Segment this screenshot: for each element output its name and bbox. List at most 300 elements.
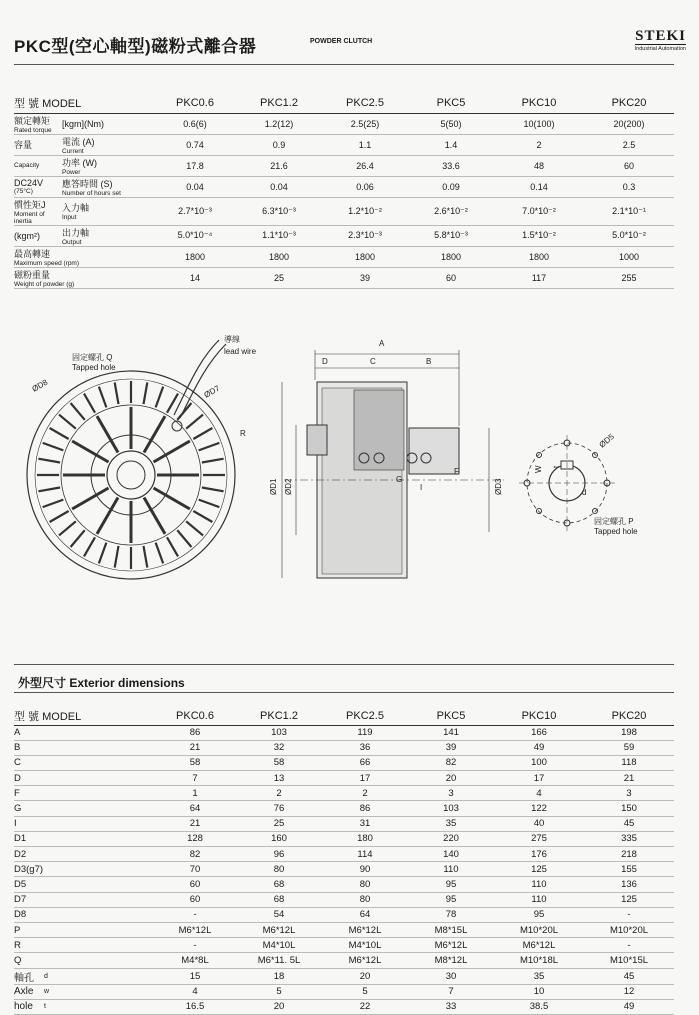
r-label: R <box>240 429 246 438</box>
exterior-model-header: PKC0.6 <box>154 707 236 725</box>
hub-spoke <box>144 416 165 452</box>
dim-i-label: I <box>420 483 423 492</box>
axle-row <box>14 968 674 984</box>
exterior-row-label: D8 <box>14 907 154 922</box>
axle-value: 49 <box>584 999 674 1014</box>
cooling-fin <box>59 415 76 429</box>
spec-sub-en: Input <box>62 214 77 221</box>
spec-value: 60 <box>584 155 674 176</box>
exterior-section-title: 外型尺寸 Exterior dimensions <box>18 676 185 690</box>
exterior-row <box>14 831 674 846</box>
exterior-row-label: Q <box>14 953 154 968</box>
bore-d-label: d <box>582 488 587 497</box>
exterior-value: 3 <box>584 786 674 801</box>
exterior-row <box>14 907 674 922</box>
exterior-value: M8*12L <box>408 953 494 968</box>
exterior-model-header: PKC5 <box>408 707 494 725</box>
dim-d1-label: ØD1 <box>269 478 278 495</box>
exterior-value: M4*10L <box>322 938 408 953</box>
dim-d3-label: ØD3 <box>494 478 503 495</box>
spec-value: 17.8 <box>154 155 236 176</box>
exterior-value: 31 <box>322 816 408 831</box>
exterior-row-label: I <box>14 816 154 831</box>
cooling-fin <box>59 521 76 535</box>
t-label: t <box>552 465 561 468</box>
spec-value: 7.0*10⁻² <box>494 197 584 225</box>
exterior-value: 160 <box>236 831 322 846</box>
spec-group-cell <box>14 225 62 246</box>
exterior-row-label: G <box>14 801 154 816</box>
tapped-hole-p-label: 固定螺孔 P <box>594 517 634 526</box>
spec-value: 2.7*10⁻³ <box>154 197 236 225</box>
exterior-value: 64 <box>154 801 236 816</box>
cooling-fin <box>43 443 64 451</box>
spec-sub-en: Number of hours set <box>62 189 121 197</box>
spec-model-label: 型 號 MODEL <box>14 93 154 113</box>
spec-value: 5.0*10⁻² <box>584 225 674 246</box>
spec-value: 1.4 <box>408 134 494 155</box>
axle-value: 20 <box>322 968 408 984</box>
exterior-value: M6*12L <box>322 953 408 968</box>
spec-value: 2.5 <box>584 134 674 155</box>
spec-value: 0.09 <box>408 176 494 197</box>
cooling-fin <box>71 530 85 547</box>
exterior-value: 13 <box>236 771 322 786</box>
exterior-value: M4*8L <box>154 953 236 968</box>
exterior-row-label: D3(g7) <box>14 862 154 877</box>
spec-group-en: Weight of powder (g) <box>14 280 75 288</box>
exterior-value: 59 <box>584 740 674 755</box>
spec-group-en: (75°C) <box>14 188 33 195</box>
exterior-value: 180 <box>322 831 408 846</box>
spec-group-cell <box>14 246 154 267</box>
axle-value: 10 <box>494 984 584 999</box>
exterior-value: M6*12L <box>494 938 584 953</box>
axle-group-label: Axle <box>14 984 44 999</box>
lead-wire-label-en: lead wire <box>224 347 257 356</box>
exterior-value: 45 <box>584 816 674 831</box>
exterior-value: - <box>584 907 674 922</box>
spec-value: 5.8*10⁻³ <box>408 225 494 246</box>
spec-model-header: PKC20 <box>584 93 674 113</box>
hub-spoke <box>72 488 108 509</box>
exterior-value: 110 <box>408 862 494 877</box>
exterior-row <box>14 740 674 755</box>
exterior-row <box>14 892 674 907</box>
spec-sub-cell <box>62 134 154 155</box>
exterior-value: 21 <box>154 740 236 755</box>
exterior-value: M10*20L <box>584 922 674 937</box>
exterior-value: 40 <box>494 816 584 831</box>
cooling-fin <box>156 387 164 408</box>
spec-value: 2 <box>494 134 584 155</box>
exterior-value: M10*15L <box>584 953 674 968</box>
dim-b-label: B <box>426 357 432 366</box>
axle-value: 12 <box>584 984 674 999</box>
cooling-fin <box>43 500 64 508</box>
exterior-row <box>14 953 674 968</box>
brand-tagline: Industrial Automation <box>634 46 686 52</box>
spec-sub-cell <box>62 155 154 176</box>
spec-row <box>14 197 674 225</box>
clutch-drawing <box>14 330 674 610</box>
axle-value: 45 <box>584 968 674 984</box>
spec-row <box>14 113 674 134</box>
spec-model-header: PKC0.6 <box>154 93 236 113</box>
exterior-value: 86 <box>322 801 408 816</box>
cooling-fin <box>144 546 148 568</box>
exterior-value: 80 <box>322 877 408 892</box>
exterior-row <box>14 862 674 877</box>
spec-value: 1800 <box>322 246 408 267</box>
header-rule <box>14 64 674 65</box>
exterior-value: 49 <box>494 740 584 755</box>
cooling-fin <box>99 387 107 408</box>
axle-value: 16.5 <box>154 999 236 1014</box>
exterior-value: 21 <box>584 771 674 786</box>
exterior-model-header: PKC2.5 <box>322 707 408 725</box>
cooling-fin <box>84 537 95 556</box>
exterior-value: 96 <box>236 847 322 862</box>
brand-logo <box>635 28 686 52</box>
exterior-value: 100 <box>494 755 584 770</box>
cooling-fin <box>177 530 191 547</box>
spec-value: 255 <box>584 267 674 288</box>
hub-spoke <box>154 441 190 462</box>
exterior-value: 103 <box>236 725 322 740</box>
page-title: PKC型(空心軸型)磁粉式離合器 <box>14 37 257 56</box>
spec-value: 60 <box>408 267 494 288</box>
exterior-value: 119 <box>322 725 408 740</box>
spec-value: 1.1 <box>322 134 408 155</box>
spec-value: 2.1*10⁻¹ <box>584 197 674 225</box>
exterior-value: 17 <box>322 771 408 786</box>
exterior-model-label: 型 號 MODEL <box>14 707 154 725</box>
exterior-table <box>14 707 674 1015</box>
exterior-value: 82 <box>408 755 494 770</box>
spec-value: 117 <box>494 267 584 288</box>
exterior-value: M10*18L <box>494 953 584 968</box>
exterior-row <box>14 786 674 801</box>
exterior-value: 17 <box>494 771 584 786</box>
exterior-value: 220 <box>408 831 494 846</box>
spec-sub-cn: 入力軸 <box>62 203 90 213</box>
dim-d-label: D <box>322 357 328 366</box>
cooling-fin <box>38 459 60 463</box>
spec-value: 1.1*10⁻³ <box>236 225 322 246</box>
spec-value: 2.5(25) <box>322 113 408 134</box>
spec-group-en: Rated torque <box>14 126 52 134</box>
cooling-fin <box>156 543 164 564</box>
spec-group-cn: 額定轉矩 <box>14 115 51 126</box>
spec-group-cn: 最高轉速 <box>14 248 51 259</box>
dim-a-label: A <box>379 339 385 348</box>
spec-value: 0.06 <box>322 176 408 197</box>
exterior-row-label: C <box>14 755 154 770</box>
tapped-hole-q-label: 固定螺孔 Q <box>72 353 113 362</box>
exterior-value: 35 <box>408 816 494 831</box>
exterior-value: 125 <box>584 892 674 907</box>
spec-group-cell <box>14 155 62 176</box>
exterior-value: 64 <box>322 907 408 922</box>
side-view <box>282 350 504 578</box>
spec-header-row <box>14 93 674 113</box>
exterior-value: 58 <box>236 755 322 770</box>
exterior-row-label: D2 <box>14 847 154 862</box>
exterior-value: M6*12L <box>236 922 322 937</box>
spec-value: 1800 <box>236 246 322 267</box>
exterior-value: 1 <box>154 786 236 801</box>
exterior-value: 36 <box>322 740 408 755</box>
spec-value: 2.3*10⁻³ <box>322 225 408 246</box>
axle-group-label: 軸孔 <box>14 968 44 984</box>
exterior-value: 80 <box>322 892 408 907</box>
spec-value: 25 <box>236 267 322 288</box>
axle-value: 18 <box>236 968 322 984</box>
spec-value: 1.5*10⁻² <box>494 225 584 246</box>
spec-table <box>14 93 674 289</box>
exterior-value: 2 <box>322 786 408 801</box>
exterior-value: M10*20L <box>494 922 584 937</box>
page-header <box>14 28 686 62</box>
exterior-value: 103 <box>408 801 494 816</box>
dim-g-label: G <box>396 475 403 484</box>
spec-value: 2.6*10⁻² <box>408 197 494 225</box>
spec-group-cell <box>14 267 154 288</box>
exterior-value: 86 <box>154 725 236 740</box>
axle-value: 35 <box>494 968 584 984</box>
cooling-fin <box>50 511 69 522</box>
spec-group-en: Capacity <box>14 162 40 169</box>
spec-model-header: PKC5 <box>408 93 494 113</box>
spec-value: 39 <box>322 267 408 288</box>
exterior-value: 66 <box>322 755 408 770</box>
exterior-value: 110 <box>494 892 584 907</box>
spec-value: 0.74 <box>154 134 236 155</box>
spec-value: 1800 <box>408 246 494 267</box>
dim-c-label: C <box>370 357 376 366</box>
spec-value: 0.14 <box>494 176 584 197</box>
spec-value: 1800 <box>494 246 584 267</box>
lead-wire-label-cn: 導線 <box>224 335 240 344</box>
cooling-fin <box>167 537 178 556</box>
exterior-value: 118 <box>584 755 674 770</box>
exterior-value: 60 <box>154 892 236 907</box>
axle-value: 5 <box>236 984 322 999</box>
hub-spoke <box>144 498 165 534</box>
front-labels <box>31 334 257 438</box>
exterior-value: 150 <box>584 801 674 816</box>
spec-value: 1.2*10⁻² <box>322 197 408 225</box>
cooling-fin <box>115 546 119 568</box>
exterior-value: 95 <box>408 877 494 892</box>
spec-group-cn: (kgm²) <box>14 230 40 241</box>
spec-value: 5.0*10⁻⁴ <box>154 225 236 246</box>
exterior-row <box>14 771 674 786</box>
section-rule-bottom <box>14 692 674 693</box>
spec-value: 6.3*10⁻³ <box>236 197 322 225</box>
exterior-value: 20 <box>408 771 494 786</box>
spec-sub-cn: [kgm](Nm) <box>62 118 104 129</box>
exterior-value: 70 <box>154 862 236 877</box>
exterior-value: 110 <box>494 877 584 892</box>
exterior-value: 128 <box>154 831 236 846</box>
spec-value: 1.2(12) <box>236 113 322 134</box>
cooling-fin <box>71 403 85 420</box>
hub-spoke <box>154 488 190 509</box>
exterior-model-header: PKC1.2 <box>236 707 322 725</box>
spec-group-cell <box>14 113 62 134</box>
spec-value: 0.04 <box>236 176 322 197</box>
spec-value: 10(100) <box>494 113 584 134</box>
spec-sub-cell <box>62 197 154 225</box>
spec-sub-cell <box>62 176 154 197</box>
spec-model-header: PKC10 <box>494 93 584 113</box>
exterior-value: 198 <box>584 725 674 740</box>
spec-sub-cn: 功率 (W) <box>62 157 97 168</box>
exterior-row <box>14 847 674 862</box>
cooling-fin <box>38 488 60 492</box>
exterior-value: 218 <box>584 847 674 862</box>
spec-group-cell <box>14 176 62 197</box>
spec-value: 0.6(6) <box>154 113 236 134</box>
exterior-value: 335 <box>584 831 674 846</box>
spec-group-cell <box>14 134 62 155</box>
tapped-hole-q-en: Tapped hole <box>72 363 116 372</box>
spec-sub-cn: 應答時間 (S) <box>62 178 113 189</box>
spec-group-cn: DC24V <box>14 178 44 188</box>
spec-group-cell <box>14 197 62 225</box>
axle-value: 7 <box>408 984 494 999</box>
dim-d2-label: ØD2 <box>284 478 293 495</box>
hub-spoke <box>97 498 118 534</box>
exterior-row-label: D <box>14 771 154 786</box>
d7-label: ØD7 <box>202 383 222 400</box>
spec-value: 0.9 <box>236 134 322 155</box>
exterior-value: 114 <box>322 847 408 862</box>
exterior-value: M4*10L <box>236 938 322 953</box>
exterior-row <box>14 922 674 937</box>
spec-sub-cell <box>62 113 154 134</box>
axle-group-label: hole <box>14 999 44 1014</box>
spec-value: 26.4 <box>322 155 408 176</box>
brand-name: STEKI <box>635 28 686 44</box>
spec-group-en: Moment of inertia <box>14 210 45 225</box>
exterior-row <box>14 816 674 831</box>
exterior-header-row <box>14 707 674 725</box>
exterior-value: 95 <box>494 907 584 922</box>
exterior-value: 25 <box>236 816 322 831</box>
exterior-value: 68 <box>236 877 322 892</box>
spec-group-cn: 磁粉重量 <box>14 269 51 280</box>
spec-sub-en: Current <box>62 147 84 155</box>
section-rule-top <box>14 664 674 665</box>
spec-group-cn: 容量 <box>14 140 33 150</box>
exterior-value: 58 <box>154 755 236 770</box>
cooling-fin <box>50 428 69 439</box>
cooling-fin <box>202 459 224 463</box>
w-label: W <box>534 465 543 473</box>
exterior-value: M8*15L <box>408 922 494 937</box>
spec-row <box>14 134 674 155</box>
axle-value: 22 <box>322 999 408 1014</box>
exterior-value: 39 <box>408 740 494 755</box>
exterior-value: 166 <box>494 725 584 740</box>
exterior-value: 21 <box>154 816 236 831</box>
exterior-value: - <box>154 907 236 922</box>
exterior-row-label: B <box>14 740 154 755</box>
exterior-row <box>14 755 674 770</box>
page-subtitle: POWDER CLUTCH <box>310 38 373 45</box>
axle-row <box>14 999 674 1014</box>
exterior-value: 80 <box>236 862 322 877</box>
exterior-value: 4 <box>494 786 584 801</box>
exterior-value: 90 <box>322 862 408 877</box>
spec-sub-en: Power <box>62 168 81 176</box>
spec-value: 14 <box>154 267 236 288</box>
hub-spoke <box>72 441 108 462</box>
front-view <box>27 340 235 579</box>
exterior-value: M6*12L <box>322 922 408 937</box>
exterior-row-label: F <box>14 786 154 801</box>
spec-sub-en: Output <box>62 238 82 246</box>
axle-value: 5 <box>322 984 408 999</box>
spec-value: 1000 <box>584 246 674 267</box>
exterior-value: - <box>154 938 236 953</box>
exterior-value: 68 <box>236 892 322 907</box>
exterior-value: M6*11. 5L <box>236 953 322 968</box>
axle-symbol: w <box>44 984 154 999</box>
axle-value: 30 <box>408 968 494 984</box>
exterior-value: 95 <box>408 892 494 907</box>
spec-value: 0.3 <box>584 176 674 197</box>
exterior-row-label: D7 <box>14 892 154 907</box>
exterior-row-label: D1 <box>14 831 154 846</box>
d5-label: ØD5 <box>597 432 616 450</box>
spec-value: 1800 <box>154 246 236 267</box>
exterior-row-label: D5 <box>14 877 154 892</box>
hub-spoke <box>97 416 118 452</box>
exterior-value: 54 <box>236 907 322 922</box>
axle-value: 4 <box>154 984 236 999</box>
cooling-fin <box>193 428 212 439</box>
spec-row <box>14 246 674 267</box>
exterior-row-label: P <box>14 922 154 937</box>
exterior-model-header: PKC20 <box>584 707 674 725</box>
axle-row <box>14 984 674 999</box>
exterior-row <box>14 877 674 892</box>
cooling-fin <box>186 415 203 429</box>
exterior-value: 82 <box>154 847 236 862</box>
spec-value: 48 <box>494 155 584 176</box>
dim-f-label: F <box>454 467 459 476</box>
exterior-row-label: A <box>14 725 154 740</box>
axle-value: 38.5 <box>494 999 584 1014</box>
exterior-value: 2 <box>236 786 322 801</box>
spec-value: 21.6 <box>236 155 322 176</box>
exterior-value: 60 <box>154 877 236 892</box>
exterior-value: 141 <box>408 725 494 740</box>
exterior-value: 7 <box>154 771 236 786</box>
cooling-fin <box>199 443 220 451</box>
exterior-row <box>14 938 674 953</box>
spec-sub-cn: 電流 (A) <box>62 136 95 147</box>
spec-value: 20(200) <box>584 113 674 134</box>
cooling-fin <box>115 382 119 404</box>
exterior-row <box>14 801 674 816</box>
spec-model-header: PKC2.5 <box>322 93 408 113</box>
exterior-value: 3 <box>408 786 494 801</box>
